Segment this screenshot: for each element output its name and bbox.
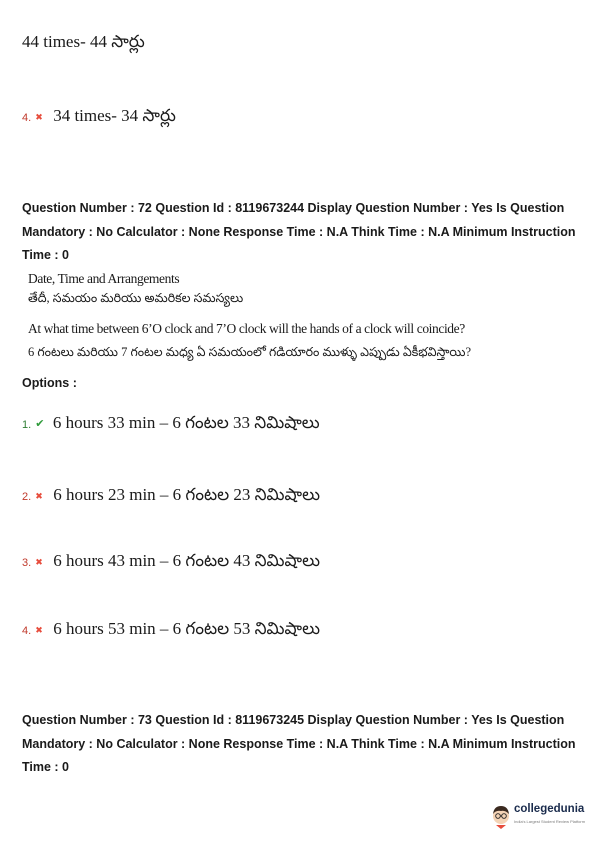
q72-option-3-text: 6 hours 43 min – 6 గంటల 43 నిమిషాలు (53, 551, 320, 570)
q72-option-1 (22, 413, 320, 437)
prev-option-4-number: 4. (22, 112, 32, 124)
q72-topic-en: Date, Time and Arrangements (28, 271, 180, 286)
q72-topic-te: తేదీ, సమయం మరియు అమరికల సమస్యలు (28, 291, 244, 305)
prev-option-4-text: 34 times- 34 సార్లు (53, 106, 176, 125)
check-icon: ✔ (35, 418, 45, 430)
q72-option-1-number: 1. (22, 419, 32, 431)
prev-option-3-text: 44 times- 44 సార్లు (22, 32, 145, 51)
q72-option-4-number: 4. (22, 625, 32, 637)
q72-question-en: At what time between 6’O clock and 7’O clock will the hands of a clock will coincide? (28, 321, 465, 336)
collegedunia-logo (490, 800, 586, 834)
cross-icon: ✖ (35, 112, 43, 122)
cross-icon: ✖ (35, 625, 43, 635)
q72-header: Question Number : 72 Question Id : 8119673244 Display Question Number : Yes Is Question Mandatory : No Calculator : None Response Time : N.A Think Time : N.A Minimum Instruction Time : 0 (22, 201, 576, 262)
q72-option-2 (22, 485, 320, 509)
q72-option-3 (22, 551, 320, 575)
prev-option-4 (22, 106, 176, 130)
q73-header: Question Number : 73 Question Id : 8119673245 Display Question Number : Yes Is Question Mandatory : No Calculator : None Response Time : N.A Think Time : N.A Minimum Instruction Time : 0 (22, 713, 576, 774)
q72-options-label: Options : (22, 376, 77, 390)
logo-tagline: India's Largest Student Review Platform (514, 819, 586, 824)
q72-option-2-number: 2. (22, 491, 32, 503)
q72-option-4 (22, 619, 320, 643)
q72-option-1-text: 6 hours 33 min – 6 గంటల 33 నిమిషాలు (52, 413, 320, 432)
cross-icon: ✖ (35, 557, 43, 567)
q72-option-4-text: 6 hours 53 min – 6 గంటల 53 నిమిషాలు (53, 619, 320, 638)
q72-option-2-text: 6 hours 23 min – 6 గంటల 23 నిమిషాలు (53, 485, 320, 504)
q72-question-te: 6 గంటలు మరియు 7 గంటల మధ్య ఏ సమయంలో గడియారం ముళ్ళు ఎప్పుడు ఏకీభవిస్తాయి? (28, 345, 472, 359)
prev-option-3 (22, 32, 145, 56)
student-avatar-icon (490, 803, 512, 829)
logo-name: collegedunia (514, 803, 585, 815)
q72-option-3-number: 3. (22, 557, 32, 569)
cross-icon: ✖ (35, 491, 43, 501)
